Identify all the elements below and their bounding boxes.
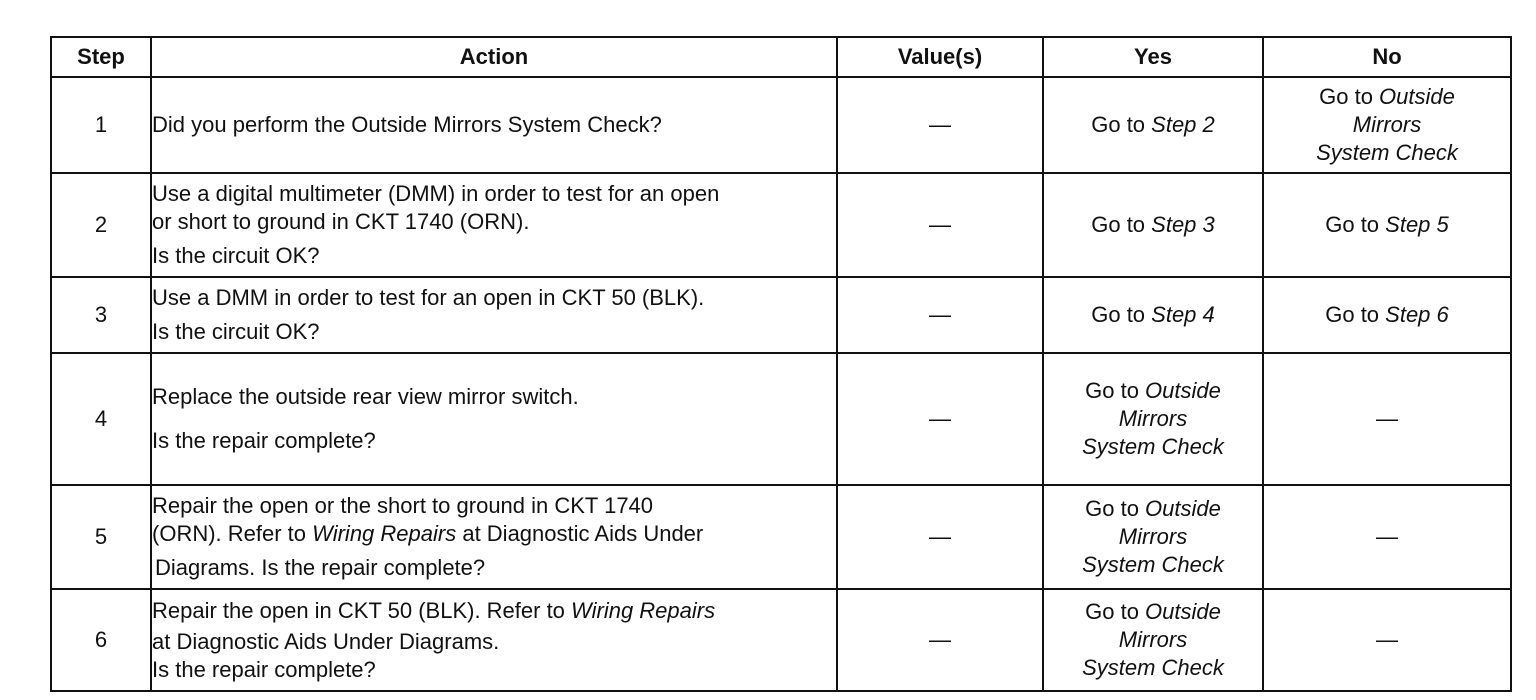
no-link[interactable]: Outside [1379, 84, 1455, 109]
yes-link[interactable]: System Check [1082, 655, 1224, 680]
yes-link[interactable]: Mirrors [1118, 524, 1188, 549]
diagnostic-table [50, 36, 1512, 692]
header-yes: Yes [1043, 37, 1263, 77]
no-cell [1263, 77, 1511, 173]
no-link[interactable]: Step 5 [1385, 212, 1449, 237]
no-prefix: Go to [1325, 302, 1386, 327]
yes-link[interactable]: Outside [1145, 496, 1221, 521]
yes-link[interactable]: Mirrors [1118, 627, 1188, 652]
action-cell [151, 277, 837, 353]
action-cell [151, 173, 837, 277]
yes-cell [1043, 77, 1263, 173]
yes-link[interactable]: System Check [1082, 434, 1224, 459]
yes-cell [1043, 173, 1263, 277]
no-prefix: Go to [1325, 212, 1386, 237]
action-question: Is the circuit OK? [152, 243, 320, 268]
yes-link[interactable]: Mirrors [1118, 406, 1188, 431]
yes-prefix: Go to [1091, 112, 1152, 137]
action-text: Use a DMM in order to test for an open in CKT 50 (BLK). [152, 285, 705, 310]
no-link[interactable]: System Check [1316, 140, 1458, 165]
action-text: Use a digital multimeter (DMM) in order to test for an open [152, 181, 720, 206]
action-cell [151, 353, 837, 485]
header-no: No [1263, 37, 1511, 77]
no-prefix: Go to [1319, 84, 1380, 109]
wiring-repairs-link[interactable]: Wiring Repairs [312, 521, 457, 546]
yes-link[interactable]: System Check [1082, 552, 1224, 577]
yes-cell [1043, 485, 1263, 589]
wiring-repairs-link[interactable]: Wiring Repairs [571, 597, 716, 623]
value-cell: — [837, 277, 1043, 353]
yes-cell [1043, 589, 1263, 691]
yes-prefix: Go to [1091, 302, 1152, 327]
step-number: 4 [51, 353, 151, 485]
step-number: 1 [51, 77, 151, 173]
action-question: Is the repair complete? [152, 428, 376, 453]
header-action: Action [151, 37, 837, 77]
yes-cell [1043, 277, 1263, 353]
step-number: 5 [51, 485, 151, 589]
action-text: at Diagnostic Aids Under [456, 521, 704, 546]
value-cell: — [837, 173, 1043, 277]
yes-cell [1043, 353, 1263, 485]
no-cell: — [1263, 353, 1511, 485]
action-text: or short to ground in CKT 1740 (ORN). [152, 209, 530, 234]
table-row [51, 77, 1511, 173]
yes-link[interactable]: Step 2 [1151, 112, 1215, 137]
action-question: Diagrams. Is the repair complete? [155, 555, 486, 580]
yes-prefix: Go to [1085, 378, 1146, 403]
no-cell: — [1263, 589, 1511, 691]
value-cell: — [837, 485, 1043, 589]
action-text: (ORN). Refer to [152, 521, 313, 546]
table-row [51, 485, 1511, 589]
action-question: Is the repair complete? [152, 656, 376, 682]
action-question: Is the circuit OK? [152, 319, 320, 344]
no-cell: — [1263, 485, 1511, 589]
yes-prefix: Go to [1085, 599, 1146, 624]
action-text: Replace the outside rear view mirror switch. [152, 384, 579, 409]
yes-prefix: Go to [1091, 212, 1152, 237]
yes-link[interactable]: Step 4 [1151, 302, 1215, 327]
yes-link[interactable]: Step 3 [1151, 212, 1215, 237]
table-row [51, 173, 1511, 277]
table-row [51, 353, 1511, 485]
table-row [51, 589, 1511, 691]
action-text: Repair the open or the short to ground in CKT 1740 [152, 493, 654, 518]
header-values: Value(s) [837, 37, 1043, 77]
yes-link[interactable]: Outside [1145, 378, 1221, 403]
step-number: 6 [51, 589, 151, 691]
action-cell [151, 77, 837, 173]
action-text: Did you perform the Outside Mirrors System Check? [152, 112, 662, 137]
no-link[interactable]: Mirrors [1352, 112, 1422, 137]
no-cell [1263, 277, 1511, 353]
no-cell [1263, 173, 1511, 277]
action-cell [151, 485, 837, 589]
action-cell [151, 589, 837, 691]
value-cell: — [837, 77, 1043, 173]
action-text: Repair the open in CKT 50 (BLK). Refer to [152, 597, 572, 623]
table-row [51, 277, 1511, 353]
step-number: 3 [51, 277, 151, 353]
action-text: at Diagnostic Aids Under Diagrams. [152, 628, 500, 654]
yes-prefix: Go to [1085, 496, 1146, 521]
no-link[interactable]: Step 6 [1385, 302, 1449, 327]
value-cell: — [837, 353, 1043, 485]
header-row [51, 37, 1511, 77]
value-cell: — [837, 589, 1043, 691]
step-number: 2 [51, 173, 151, 277]
yes-link[interactable]: Outside [1145, 599, 1221, 624]
header-step: Step [51, 37, 151, 77]
